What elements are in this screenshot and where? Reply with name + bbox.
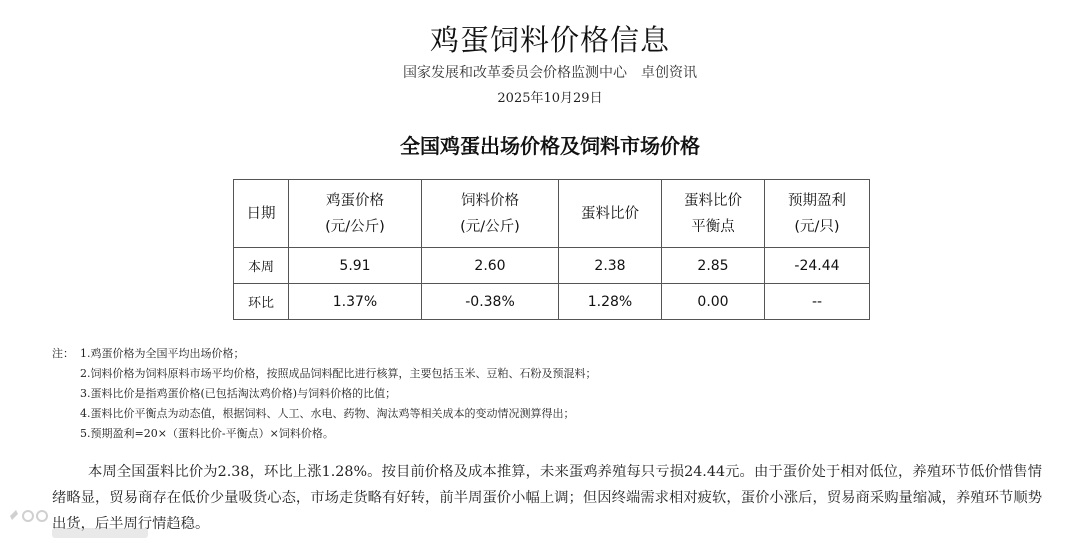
table-row <box>234 248 870 284</box>
note-item: 4.蛋料比价平衡点为动态值，根据饲料、人工、水电、药物、淘汰鸡等相关成本的变动情况测算得出； <box>80 407 575 420</box>
header-feed-price: 饲料价格 (元/公斤) <box>422 180 559 248</box>
table-title: 全国鸡蛋出场价格及饲料市场价格 <box>400 134 700 158</box>
table-cell: -0.38% <box>422 284 559 320</box>
header-egg-price: 鸡蛋价格 (元/公斤) <box>289 180 422 248</box>
table-cell: 1.28% <box>559 284 662 320</box>
row-label: 本周 <box>234 248 289 284</box>
table-cell: 2.60 <box>422 248 559 284</box>
header-egg-feed-ratio: 蛋料比价 <box>559 180 662 248</box>
price-table <box>233 179 870 320</box>
notes <box>52 344 1052 444</box>
table-cell: 5.91 <box>289 248 422 284</box>
note-item: 2.饲料价格为饲料原料市场平均价格，按照成品饲料配比进行核算，主要包括玉米、豆粕、石粉及预混料； <box>80 367 597 380</box>
note-item: 1.鸡蛋价格为全国平均出场价格； <box>80 347 245 360</box>
header-expected-profit: 预期盈利 (元/只) <box>765 180 870 248</box>
table-cell: -- <box>765 284 870 320</box>
report-date: 2025年10月29日 <box>497 91 603 106</box>
table-row <box>234 284 870 320</box>
table-cell: 2.85 <box>662 248 765 284</box>
watermark-logo <box>6 508 156 542</box>
table-cell: 2.38 <box>559 248 662 284</box>
table-cell: -24.44 <box>765 248 870 284</box>
source-line: 国家发展和改革委员会价格监测中心 卓创资讯 <box>403 65 697 81</box>
table-cell: 1.37% <box>289 284 422 320</box>
note-item: 3.蛋料比价是指鸡蛋价格(已包括淘汰鸡价格)与饲料价格的比值； <box>80 387 397 400</box>
table-header-row <box>234 180 870 248</box>
page-title: 鸡蛋饲料价格信息 <box>429 23 670 57</box>
header-ratio-balance: 蛋料比价 平衡点 <box>662 180 765 248</box>
header-date: 日期 <box>234 180 289 248</box>
notes-lead: 注： <box>52 347 74 360</box>
note-item: 5.预期盈利=20×（蛋料比价-平衡点）×饲料价格。 <box>80 427 334 440</box>
summary-paragraph: 本周全国蛋料比价为2.38，环比上涨1.28%。按目前价格及成本推算，未来蛋鸡养殖每只亏损24.44元。由于蛋价处于相对低位，养殖环节低价惜售情绪略显，贸易商存在低价少量吸货心态，市场走货略有好转，前半周蛋价小幅上调；但因终端需求相对疲软，蛋价小涨后，贸易商采购量缩减，养殖环节顺势出货，后半周行情趋稳。 <box>52 464 1042 532</box>
table-cell: 0.00 <box>662 284 765 320</box>
row-label: 环比 <box>234 284 289 320</box>
